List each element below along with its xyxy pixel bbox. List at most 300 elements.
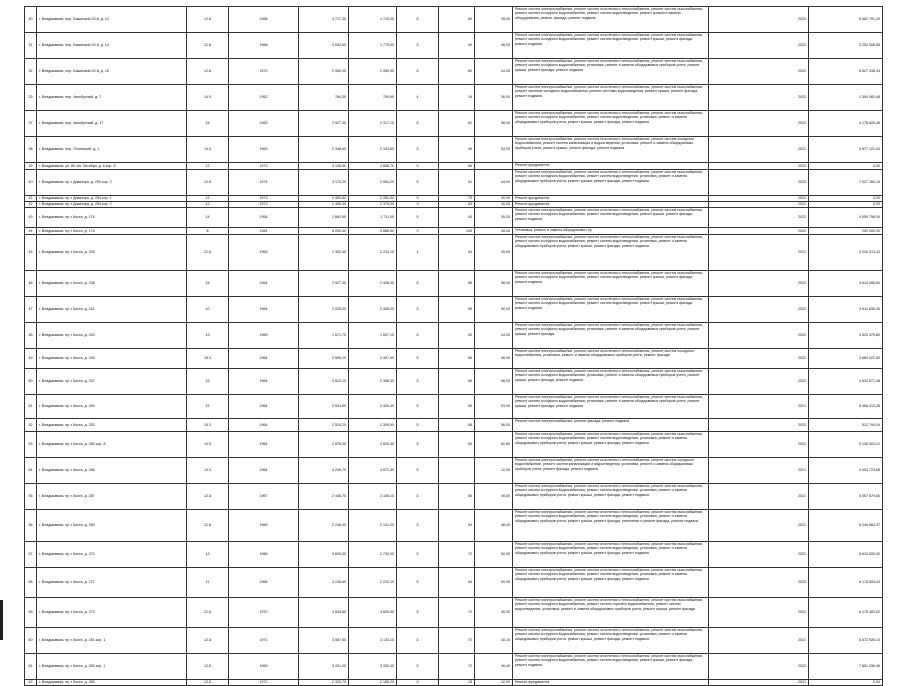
total-area-cell: 2 652,60 [299,33,349,59]
apartments-cell: 55 [439,395,475,419]
row-number: 56 [25,510,37,542]
living-area-cell: 2 629,40 [349,432,397,458]
table-row [25,235,883,271]
apartments-cell: 72 [439,654,475,680]
apartments-cell: 58 [439,271,475,297]
address-cell: г. Владикавказ, пер. Автобусный, д. 17 [37,111,187,137]
cost-cell: 5 877 121,04 [809,137,883,163]
living-area-cell: 2 153,60 [349,137,397,163]
planned-year-cell: 2021 [709,510,809,542]
planned-year-cell: 2023 [709,542,809,568]
work-types-cell: Ремонт систем электроснабжения, ремонт систем отопления и теплоснабжения, ремонт систем газоснабжения, ремонт систем холодного водоснабжения, установка, ремонт и замена общедомовых приборов учета, ремонт крыши, ремонт фасада, ремонт подвала [513,369,709,395]
total-area-cell: 2 320,70 [299,680,349,686]
residents-cell: 56,00 [475,111,513,137]
living-area-cell: 5 666,50 [349,228,397,235]
floors-count-cell: 5 [397,432,439,458]
apartments-cell: 60 [439,7,475,33]
living-area-cell: 2 281,00 [349,196,397,202]
total-area-cell: 2 460,80 [299,196,349,202]
address-cell: г. Владикавказ, ул. 60 лет Октября, д. 6 кор. А [37,163,187,170]
planned-year-cell: 2022 [709,59,809,85]
living-area-cell: 2 089,90 [349,59,397,85]
living-area-cell: 2 141,00 [349,510,397,542]
planned-year-cell: 2022 [709,163,809,170]
planned-year-cell: 2022 [709,228,809,235]
row-number: 54 [25,458,37,484]
address-cell: г. Владикавказ, пр-т Доватора, д. 254 кор. 2 [37,202,187,208]
cost-cell: 0,00 [809,680,883,686]
residents-cell: 34,40 [475,59,513,85]
work-types-cell: Ремонт систем электроснабжения, ремонт систем отопления и теплоснабжения, ремонт систем газоснабжения, ремонт систем холодного водоснабжения, ремонт систем водоотведения, ремонт крыши, ремонт фасада, ремонт подвала [513,208,709,228]
floors-cell: 15 [187,369,229,395]
work-types-cell: Ремонт систем электроснабжения, ремонт систем отопления и теплоснабжения, ремонт систем газоснабжения, ремонт системы холодного водоснабжения, ремонт системы водоотведения, ремонт крыши, ремонт фасада, ремонт подвала [513,85,709,111]
living-area-cell: 2 234,10 [349,235,397,271]
cost-cell: 4 634 571,48 [809,369,883,395]
residents-cell: 36,00 [475,85,513,111]
row-number: 58 [25,568,37,598]
address-cell: г. Владикавказ, пр-т Коста, д. 281 кор. 1 [37,628,187,654]
floors-count-cell: 5 [397,170,439,196]
work-types-cell: Ремонт систем электроснабжения, ремонт фасада, ремонт подвала [513,419,709,432]
year-built-cell: 1964 [229,395,299,419]
planned-year-cell: 2022 [709,271,809,297]
living-area-cell: 2 375,50 [349,202,397,208]
residents-cell: 49,00 [475,484,513,510]
cost-cell: 3 252 908,88 [809,33,883,59]
table-row [25,208,883,228]
floors-count-cell: 5 [397,297,439,323]
work-types-cell: Ремонт систем электроснабжения, ремонт систем отопления и теплоснабжения, ремонт систем холодного водоснабжения, ремонт систем канализации и водоотведения, установка, ремонт и замена общедомовых приборов учета, ремонт крыши, ремонт фасада, ремонт подвала [513,137,709,163]
residents-cell: 56,00 [475,369,513,395]
address-cell: г. Владикавказ, пер. Автобусный, д. 7 [37,85,187,111]
year-built-cell: 1966 [229,568,299,598]
work-types-cell: Ремонт фундамента [513,680,709,686]
work-types-cell: Ремонт систем электроснабжения, ремонт систем отопления и теплоснабжения, ремонт систем холодного водоснабжения, установка, ремонт и замена общедомовых приборов учета, ремонт фасада [513,349,709,369]
work-types-cell: Ремонт фундамента [513,202,709,208]
residents-cell: 36,00 [475,33,513,59]
cost-cell: 6 627 438,44 [809,59,883,85]
address-cell: г. Владикавказ, пер. Бакинский 29-й, д. 16 [37,59,187,85]
year-built-cell: 1973 [229,163,299,170]
cost-cell: 6 662 791,20 [809,7,883,33]
table-row [25,297,883,323]
table-row [25,654,883,680]
row-number: 41 [25,196,37,202]
living-area-cell: 2 222,10 [349,568,397,598]
year-built-cell: 1970 [229,598,299,628]
work-types-cell: Ремонт систем электроснабжения, ремонт систем отопления и теплоснабжения, ремонт систем газоснабжения, ремонт систем холодного водоснабжения, ремонт систем горячего водоснабжения, ремонт систем водоотведения, установка, ремонт и замена общедомовых приборов учета, ремонт крыши, ремонт фасада [513,598,709,628]
cost-cell: 3 623 475,80 [809,323,883,349]
address-cell: г. Владикавказ, пер. Охотничий, д. 1 [37,137,187,163]
floors-count-cell: 5 [397,137,439,163]
apartments-cell: 62 [439,111,475,137]
floors-cell: 12.8 [187,680,229,686]
year-built-cell: 1972 [229,680,299,686]
year-built-cell: 1969 [229,510,299,542]
apartments-cell: 54 [439,235,475,271]
planned-year-cell: 2022 [709,432,809,458]
floors-cell: 14.5 [187,137,229,163]
living-area-cell: 2 730,00 [349,542,397,568]
address-cell: г. Владикавказ, пр-т Коста, д. 245 [37,349,187,369]
living-area-cell: 2 408,00 [349,297,397,323]
planned-year-cell: 2023 [709,568,809,598]
floors-count-cell: 5 [397,484,439,510]
table-row [25,59,883,85]
year-built-cell: 1969 [229,235,299,271]
floors-cell: 11 [187,568,229,598]
total-area-cell: 3 600,00 [299,542,349,568]
total-area-cell: 6 059,40 [299,228,349,235]
table-row [25,369,883,395]
work-types-cell: Ремонт систем электроснабжения, ремонт систем отопления и теплоснабжения, ремонт систем газоснабжения, ремонт систем холодного водоснабжения, ремонт систем водоотведения, установка, ремонт и замена общедомовых приборов учета, ремонт крыши, ремонт фасада, ремонт подвала [513,170,709,196]
table-body [25,7,883,686]
table-row [25,419,883,432]
work-types-cell: Ремонт систем электроснабжения, ремонт систем отопления и теплоснабжения, ремонт систем газоснабжения, ремонт систем холодного водоснабжения, ремонт систем водоотведения, ремонт крыши, ремонт фасада, ремонт подвала [513,271,709,297]
year-built-cell: 1974 [229,170,299,196]
floors-cell: 12.8 [187,33,229,59]
work-types-cell: Ремонт систем электроснабжения, ремонт систем отопления и теплоснабжения, ремонт систем холодного водоснабжения, ремонт систем канализации и водоотведения, установка, ремонт и замена общедомовых приборов учета, ремонт фасада, ремонт подвала [513,458,709,484]
apartments-cell: 72 [439,542,475,568]
address-cell: г. Владикавказ, пр-т Коста, д. 285 [37,680,187,686]
address-cell: г. Владикавказ, пр-т Коста, д. 235 [37,235,187,271]
row-number: 48 [25,323,37,349]
residents-cell: 52,80 [475,432,513,458]
work-types-cell: Ремонт систем электроснабжения, ремонт систем отопления и теплоснабжения, ремонт систем газоснабжения, ремонт систем холодного водоснабжения, ремонт систем водоотведения, установка, ремонт и замена общедомовых приборов учета, ремонт крыши, ремонт фасада, ремонт подвала [513,111,709,137]
planned-year-cell: 2022 [709,202,809,208]
table-row [25,484,883,510]
work-types-cell: Ремонт систем электроснабжения, ремонт систем отопления и теплоснабжения, ремонт систем газоснабжения, ремонт систем холодного водоснабжения, установка, ремонт и замена общедомовых приборов учета, ремонт крыши, ремонт фасада, ремонт подвала [513,59,709,85]
floors-cell: 14 [187,208,229,228]
address-cell: г. Владикавказ, пр-т Коста, д. 282 кор. 1 [37,654,187,680]
row-number: 39 [25,163,37,170]
table-row [25,680,883,686]
residents-cell: 53,00 [475,395,513,419]
apartments-cell: 60 [439,59,475,85]
living-area-cell: 1 715,00 [349,7,397,33]
floors-count-cell: 5 [397,59,439,85]
total-area-cell: 2 622,10 [299,369,349,395]
work-types-cell: Ремонт систем электроснабжения, ремонт систем отопления и теплоснабжения, ремонт систем газоснабжения, ремонт систем холодного водоснабжения, ремонт систем водоотведения, установка, ремонт и замена общедомовых приборов учета, ремонт крыши, ремонт фасада, ремонт подвала [513,235,709,271]
table-row [25,111,883,137]
address-cell: г. Владикавказ, пр-т Коста, д. 238 [37,271,187,297]
cost-cell: 3 611 836,40 [809,297,883,323]
work-types-cell: Ремонт систем электроснабжения, ремонт систем отопления и теплоснабжения, ремонт систем газоснабжения, ремонт систем холодного водоснабжения, ремонт систем водоотведения, установка, ремонт и замена общедомовых приборов учета, ремонт крыши, ремонт фасада, ремонт подвала [513,542,709,568]
cost-cell: 250 000,00 [809,228,883,235]
row-number: 37 [25,111,37,137]
row-number: 45 [25,235,37,271]
work-types-cell: Ремонт систем электроснабжения, ремонт систем отопления и теплоснабжения, ремонт систем газоснабжения, ремонт систем холодного водоснабжения, установка, ремонт и замена общедомовых приборов учета, ремонт крыши, ремонт фасада, ремонт подвала [513,395,709,419]
living-area-cell: 3 332,40 [349,654,397,680]
planned-year-cell: 2022 [709,196,809,202]
work-types-cell: Ремонт систем электроснабжения, ремонт систем отопления и теплоснабжения, ремонт систем газоснабжения, ремонт систем холодного водоснабжения, ремонт систем водоотведения, ремонт крыши, ремонт фасада, ремонт подвала [513,654,709,680]
year-built-cell: 1970 [229,59,299,85]
floors-cell: 12.8 [187,170,229,196]
floors-count-cell: 5 [397,111,439,137]
cost-cell: 0,00 [809,163,883,170]
cost-cell: 6 615 000,00 [809,542,883,568]
apartments-cell: 58 [439,419,475,432]
work-types-cell: Ремонт систем электроснабжения, ремонт систем отопления и теплоснабжения, ремонт систем газоснабжения, ремонт систем холодного водоснабжения, ремонт систем водоотведения, установка, ремонт и замена общедомовых приборов учета, ремонт крыши, ремонт фасада, ремонт подвала [513,568,709,598]
floors-cell: 12 [187,202,229,208]
residents-cell: 56,00 [475,271,513,297]
table-row [25,628,883,654]
floors-count-cell: 5 [397,349,439,369]
table-row [25,323,883,349]
address-cell: г. Владикавказ, пр-т Коста, д. 249 [37,395,187,419]
address-cell: г. Владикавказ, пер. Бакинский 29-й, д. 14 [37,33,187,59]
residents-cell: 46,40 [475,654,513,680]
table-row [25,598,883,628]
living-area-cell: 2 108,10 [349,484,397,510]
floors-count-cell: 9 [397,163,439,170]
total-area-cell: 2 460,40 [299,202,349,208]
apartments-cell: 45 [439,137,475,163]
floors-cell: 13.3 [187,458,229,484]
cost-cell: 7 027 260,16 [809,170,883,196]
total-area-cell: 2 346,60 [299,137,349,163]
apartments-cell: 54 [439,202,475,208]
floors-count-cell: 5 [397,628,439,654]
living-area-cell: 1 607,10 [349,323,397,349]
floors-count-cell: 5 [397,369,439,395]
floors-cell: 13 [187,542,229,568]
work-types-cell: Ремонт систем электроснабжения, ремонт систем отопления и теплоснабжения, ремонт систем газоснабжения, ремонт систем холодного водоснабжения, ремонт систем водоотведения, ремонт крыши, ремонт фасада, ремонт подвала [513,33,709,59]
total-area-cell: 2 302,40 [299,235,349,271]
planned-year-cell: 2023 [709,170,809,196]
year-built-cell: 1966 [229,542,299,568]
year-built-cell: 1963 [229,111,299,137]
apartments-cell: 40 [439,208,475,228]
table-row [25,458,883,484]
floors-cell: 12.8 [187,7,229,33]
row-number: 42 [25,202,37,208]
planned-year-cell: 2022 [709,208,809,228]
row-number: 59 [25,598,37,628]
residents-cell: 40,00 [475,196,513,202]
floors-count-cell: 5 [397,7,439,33]
table-row [25,542,883,568]
living-area-cell: 2 185,20 [349,680,397,686]
planned-year-cell: 2022 [709,598,809,628]
residents-cell: 40,10 [475,628,513,654]
cost-cell: 5 567 879,60 [809,484,883,510]
total-area-cell: 4 148,50 [299,163,349,170]
floors-count-cell: 5 [397,208,439,228]
address-cell: г. Владикавказ, пр-т Доватора, д. 250 кор. 2 [37,170,187,196]
residents-cell: 45,30 [475,598,513,628]
living-area-cell: 2 407,90 [349,349,397,369]
total-area-cell: 3 717,30 [299,7,349,33]
row-number: 47 [25,297,37,323]
cost-cell: 4 055 798,00 [809,208,883,228]
row-number: 57 [25,542,37,568]
floors-count-cell: 5 [397,33,439,59]
residents-cell: 35,00 [475,7,513,33]
apartments-cell: 96 [439,163,475,170]
cost-cell: 6 175 463,02 [809,598,883,628]
living-area-cell: 2 305,90 [349,419,397,432]
work-types-cell: Ремонт систем электроснабжения, ремонт систем отопления и теплоснабжения, ремонт систем газоснабжения, ремонт систем холодного водоснабжения, установка, ремонт и замена общедомовых приборов учета, ремонт крыши, ремонт фасада [513,323,709,349]
table-row [25,137,883,163]
floors-cell: 15.3 [187,349,229,369]
table-row [25,510,883,542]
year-built-cell: 1963 [229,137,299,163]
row-number: 43 [25,208,37,228]
row-number: 40 [25,170,37,196]
apartments-cell: 54 [439,568,475,598]
floors-cell: 15 [187,111,229,137]
floors-count-cell: 5 [397,419,439,432]
year-built-cell: 1964 [229,432,299,458]
table-row [25,163,883,170]
planned-year-cell: 2023 [709,419,809,432]
row-number: 44 [25,228,37,235]
residents-cell: 45,00 [475,228,513,235]
table-row [25,7,883,33]
floors-count-cell: 9 [397,202,439,208]
residents-cell: 56,00 [475,419,513,432]
apartments-cell: 51 [439,170,475,196]
row-number: 38 [25,137,37,163]
cost-cell: 6 246 863,37 [809,510,883,542]
work-types-cell: Ремонт систем электроснабжения, ремонт систем отопления и теплоснабжения, ремонт систем газоснабжения, ремонт систем холодного водоснабжения, ремонт систем водоотведения, установка, ремонт и замена общедомовых приборов учета, ремонт крыши, ремонт фасада, ремонт подвала [513,628,709,654]
address-cell: г. Владикавказ, пр-т Коста, д. 286 [37,458,187,484]
row-number: 31 [25,33,37,59]
apartments-cell: 72 [439,598,475,628]
row-number: 51 [25,395,37,419]
year-built-cell: 1964 [229,297,299,323]
work-types-cell: Ремонт фундамента [513,163,709,170]
apartments-cell [439,458,475,484]
row-number: 62 [25,680,37,686]
cost-cell: 4 176 826,46 [809,111,883,137]
living-area-cell: 2 398,30 [349,369,397,395]
living-area-cell: 1 711,00 [349,208,397,228]
address-cell: г. Владикавказ, пр-т Коста, д. 272 [37,568,187,598]
floors-count-cell: 5 [397,568,439,598]
address-cell: г. Владикавказ, пер. Бакинский 29-й, д. 12 [37,7,187,33]
apartments-cell: 16 [439,85,475,111]
row-number: 53 [25,432,37,458]
work-types-cell: Ремонт систем электроснабжения, ремонт систем отопления и теплоснабжения, ремонт систем газоснабжения, ремонт систем холодного водоснабжения, ремонт систем водоотведения, установка, ремонт и замена общедомовых приборов учета, ремонт крыши, ремонт фасада, ремонт подвала [513,432,709,458]
floors-cell: 15 [187,271,229,297]
residents-cell: 40,00 [475,202,513,208]
floors-cell: 12.8 [187,598,229,628]
row-number: 52 [25,419,37,432]
living-area-cell: 3 133,10 [349,628,397,654]
residents-cell: 34,00 [475,323,513,349]
total-area-cell: 2 534,60 [299,395,349,419]
living-area-cell: 709,90 [349,85,397,111]
cost-cell: 0,00 [809,196,883,202]
row-number: 33 [25,85,37,111]
table-row [25,568,883,598]
residents-cell: 42,00 [475,680,513,686]
floors-count-cell: 5 [397,598,439,628]
planned-year-cell: 2023 [709,33,809,59]
work-types-cell: Ремонт фундамента [513,196,709,202]
planned-year-cell: 2021 [709,395,809,419]
year-built-cell: 1962 [229,85,299,111]
address-cell: г. Владикавказ, пр-т Коста, д. 241 [37,297,187,323]
residents-cell: 44,00 [475,170,513,196]
planned-year-cell: 2021 [709,484,809,510]
apartments-cell: 55 [439,297,475,323]
address-cell: г. Владикавказ, пр-т Коста, д. 269 [37,510,187,542]
total-area-cell: 2 446,70 [299,484,349,510]
planned-year-cell: 2021 [709,628,809,654]
total-area-cell: 2 595,10 [299,349,349,369]
apartments-cell: 54 [439,510,475,542]
total-area-cell: 2 246,00 [299,510,349,542]
address-cell: г. Владикавказ, пр-т Коста, д. 253 [37,419,187,432]
apartments-cell: 72 [439,628,475,654]
address-cell: г. Владикавказ, пр-т Коста, д. 243 [37,323,187,349]
year-built-cell: 1969 [229,323,299,349]
floors-count-cell: 5 [397,271,439,297]
cost-cell: 3 614 956,60 [809,271,883,297]
total-area-cell: 3 170,20 [299,170,349,196]
apartments-cell: 30 [439,323,475,349]
total-area-cell: 784,30 [299,85,349,111]
living-area-cell: 3 871,40 [349,458,397,484]
floors-count-cell: 4 [397,85,439,111]
apartments-cell: 56 [439,484,475,510]
planned-year-cell: 2021 [709,458,809,484]
planned-year-cell: 2023 [709,85,809,111]
floors-cell: 14.5 [187,85,229,111]
floors-cell: 12.8 [187,510,229,542]
living-area-cell: 2 064,20 [349,170,397,196]
residents-cell: 56,00 [475,349,513,369]
row-number: 46 [25,271,37,297]
living-area-cell: 1 775,00 [349,33,397,59]
floors-cell: 12.8 [187,59,229,85]
row-number: 50 [25,369,37,395]
address-cell: г. Владикавказ, пр-т Коста, д. 174 [37,208,187,228]
year-built-cell: 1969 [229,654,299,680]
floors-count-cell: 5 [397,395,439,419]
floors-count-cell: 5 [397,510,439,542]
year-built-cell: 1973 [229,202,299,208]
cost-cell: 4 240 313,43 [809,235,883,271]
total-area-cell: 2 524,20 [299,419,349,432]
apartments-cell: 18 [439,680,475,686]
floors-count-cell: 5 [397,654,439,680]
living-area-cell: 2 658,70 [349,163,397,170]
residents-cell: 53,00 [475,137,513,163]
planned-year-cell: 2021 [709,137,809,163]
cost-cell: 7 851 296,46 [809,654,883,680]
year-built-cell: 1964 [229,458,299,484]
planned-year-cell: 2022 [709,349,809,369]
floors-cell: 12.8 [187,654,229,680]
work-types-cell: Ремонт систем электроснабжения, ремонт систем отопления и теплоснабжения, ремонт систем газоснабжения, ремонт систем холодного водоснабжения, ремонт систем водоотведения, ремонт крыши, ремонт фасада, ремонт подвала [513,297,709,323]
floors-count-cell: 9 [397,228,439,235]
year-built-cell: 1968 [229,7,299,33]
residents-cell: 48,40 [475,510,513,542]
floors-cell: 12 [187,196,229,202]
work-types-cell: Ремонт систем электроснабжения, ремонт систем отопления и теплоснабжения, ремонт систем газоснабжения, ремонт систем холодного водоснабжения, ремонт систем водоотведения, установка, ремонт и замена общедомовых приборов учета, ремонт крыши, ремонт фасада, ремонт подвала [513,484,709,510]
apartments-cell: 58 [439,349,475,369]
row-number: 32 [25,59,37,85]
work-types-cell: Установка, ремонт и замена общедомовых пу [513,228,709,235]
year-built-cell: 1968 [229,33,299,59]
row-number: 60 [25,628,37,654]
year-built-cell: 1971 [229,628,299,654]
floors-count-cell: 5 [397,458,439,484]
